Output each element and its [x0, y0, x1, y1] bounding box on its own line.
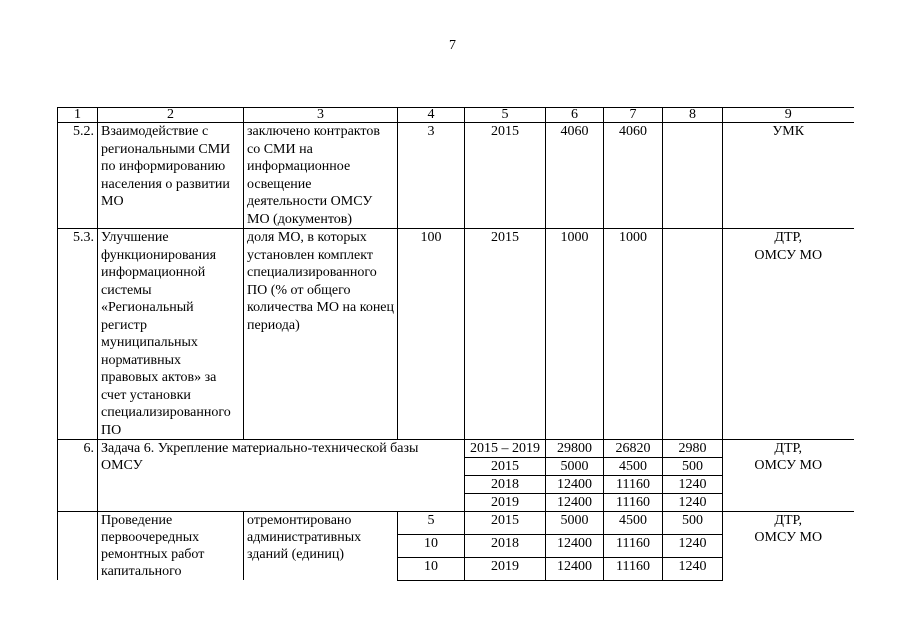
year-cell: 2015 – 2019 — [465, 440, 546, 458]
indicator-value: 5 — [398, 512, 465, 535]
local-cell: 1240 — [663, 534, 723, 557]
table-row-6 — [58, 440, 854, 458]
executor-line: ДТР, — [774, 513, 803, 528]
indicator-text: заключено контрактов со СМИ на информационное освещение деятельности ОМСУ МО (документов) — [244, 123, 398, 229]
year-cell: 2015 — [465, 458, 546, 476]
year-cell: 2015 — [465, 123, 546, 229]
local-cell — [663, 123, 723, 229]
executor-line: ДТР, — [774, 441, 803, 456]
local-cell: 500 — [663, 512, 723, 535]
local-cell: 1240 — [663, 557, 723, 580]
page-number: 7 — [449, 38, 456, 53]
executor-cell — [723, 440, 854, 512]
executor-line: ОМСУ МО — [754, 458, 823, 473]
total-cell: 29800 — [546, 440, 604, 458]
total-cell: 5000 — [546, 512, 604, 535]
program-table — [57, 107, 854, 581]
executor-line: ОМСУ МО — [754, 530, 823, 545]
header-row — [58, 108, 854, 123]
total-cell: 5000 — [546, 458, 604, 476]
row-number: 6. — [58, 440, 98, 512]
local-cell — [663, 229, 723, 440]
header-cell: 8 — [663, 108, 723, 123]
budget-cell: 11160 — [604, 476, 663, 494]
budget-cell: 11160 — [604, 494, 663, 512]
row-number: 5.3. — [58, 229, 98, 440]
local-cell: 1240 — [663, 494, 723, 512]
year-cell: 2019 — [465, 557, 546, 580]
total-cell: 12400 — [546, 494, 604, 512]
budget-cell: 4060 — [604, 123, 663, 229]
year-cell: 2019 — [465, 494, 546, 512]
header-cell: 6 — [546, 108, 604, 123]
header-cell: 3 — [244, 108, 398, 123]
activity-name: Взаимодействие с региональными СМИ по информированию населения о развитии МО — [98, 123, 244, 229]
row-number: 5.2. — [58, 123, 98, 229]
local-cell: 2980 — [663, 440, 723, 458]
header-cell: 7 — [604, 108, 663, 123]
budget-cell: 26820 — [604, 440, 663, 458]
local-cell: 1240 — [663, 476, 723, 494]
header-cell: 5 — [465, 108, 546, 123]
executor-cell: УМК — [723, 123, 854, 229]
row-number — [58, 512, 98, 581]
year-cell: 2018 — [465, 534, 546, 557]
activity-name: Улучшение функционирования информационной системы «Региональный регистр муниципальных нормативных правовых актов» за счет установки специализированного ПО — [98, 229, 244, 440]
total-cell: 12400 — [546, 557, 604, 580]
indicator-text: доля МО, в которых установлен комплект специализированного ПО (% от общего количества МО на конец периода) — [244, 229, 398, 440]
table-row-5-3 — [58, 229, 854, 440]
year-cell: 2015 — [465, 512, 546, 535]
year-cell: 2015 — [465, 229, 546, 440]
executor-line: ДТР, — [774, 230, 803, 245]
executor-cell — [723, 512, 854, 581]
table-row-5-2 — [58, 123, 854, 229]
activity-name: Проведение первоочередных ремонтных работ капитального — [98, 512, 244, 581]
local-cell: 500 — [663, 458, 723, 476]
indicator-value: 100 — [398, 229, 465, 440]
header-cell: 4 — [398, 108, 465, 123]
header-cell: 9 — [723, 108, 854, 123]
indicator-value: 10 — [398, 534, 465, 557]
table-row-6-1 — [58, 512, 854, 535]
budget-cell: 11160 — [604, 557, 663, 580]
total-cell: 1000 — [546, 229, 604, 440]
executor-line: ОМСУ МО — [754, 247, 823, 263]
budget-cell: 4500 — [604, 458, 663, 476]
header-cell: 2 — [98, 108, 244, 123]
indicator-text: отремонтировано административных зданий (единиц) — [244, 512, 398, 581]
budget-cell: 1000 — [604, 229, 663, 440]
budget-cell: 4500 — [604, 512, 663, 535]
task-title: Задача 6. Укрепление материально-технической базы ОМСУ — [98, 440, 465, 512]
total-cell: 12400 — [546, 476, 604, 494]
total-cell: 4060 — [546, 123, 604, 229]
total-cell: 12400 — [546, 534, 604, 557]
indicator-value: 3 — [398, 123, 465, 229]
budget-cell: 11160 — [604, 534, 663, 557]
year-cell: 2018 — [465, 476, 546, 494]
indicator-value: 10 — [398, 557, 465, 580]
header-cell: 1 — [58, 108, 98, 123]
executor-cell — [723, 229, 854, 440]
